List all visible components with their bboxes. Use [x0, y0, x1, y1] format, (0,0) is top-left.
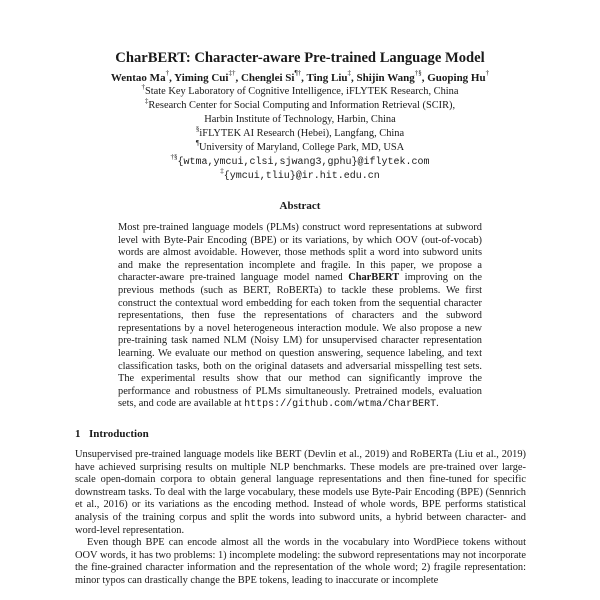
abstract-text: Most pre-trained language models (PLMs) construct word representations at subword level with Byte-Pair Encoding (BPE) or its variations, by which OOV (out-of-vocab) words are almost avoidable. However, those methods split a word into subword units and make the representation incomplete and fragile. In this paper, we propose a character-aware pre-trained language model named CharBERT improving on the previous methods (such as BERT, RoBERTa) to tackle these problems. We first construct the contextual word embedding for each token from the sequential character representations, then fuse the representations of characters and the subword representations by a novel heterogeneous interaction module. We also propose a new pre-training task named NLM (Noisy LM) for unsupervised character representation learning. We evaluate our method on question answering, sequence labeling, and text classification tasks, both on the original datasets and adversarial misspelling test sets. The experimental results show that our method can significantly improve the performance and robustness of PLMs simultaneously. Pretrained models, evaluation sets, and code are available at https://github.com/wtma/CharBERT.: [118, 222, 482, 411]
section-body: [75, 449, 526, 588]
author: Ting Liu‡: [306, 69, 352, 84]
affiliation: †State Key Laboratory of Cognitive Intelligence, iFLYTEK Research, China: [141, 82, 459, 97]
affiliation: ‡Research Center for Social Computing and Information Retrieval (SCIR),: [144, 96, 456, 111]
section-heading: 1 Introduction: [75, 428, 149, 440]
author: Wentao Ma†: [110, 69, 170, 84]
section-number: 1: [75, 428, 81, 440]
affiliation: §iFLYTEK AI Research (Hebei), Langfang, China: [195, 124, 405, 139]
abstract-heading: Abstract: [279, 200, 321, 212]
author: Guoping Hu†: [427, 69, 490, 84]
affiliation: Harbin Institute of Technology, Harbin, China: [204, 114, 396, 125]
email: ‡{ymcui,tliu}@ir.hit.edu.cn: [220, 166, 380, 182]
code-url[interactable]: https://github.com/wtma/CharBERT: [244, 399, 437, 411]
paragraph: Even though BPE can encode almost all the words in the vocabulary into WordPiece tokens without OOV words, it has two problems: 1) incomplete modeling: the subword representations may not incorporate the fine-grained character information and the representation of the whole word; 2) fragile representation: minor typos can drastically change the BPE tokens, leading to inaccurate or incomplete: [75, 537, 526, 586]
author: Yiming Cui‡†: [174, 69, 236, 84]
author: Shijin Wang†§: [356, 69, 422, 84]
email: †§{wtma,ymcui,clsi,sjwang3,gphu}@iflytek.com: [170, 152, 430, 168]
affiliation: ¶University of Maryland, College Park, MD, USA: [195, 138, 405, 153]
paragraph: Unsupervised pre-trained language models like BERT (Devlin et al., 2019) and RoBERTa (Liu et al., 2019) have achieved surprising results on multiple NLP benchmarks. These models are pre-trained over large-scale open-domain corpora to obtain general language representations and then fine-tuned for specific downstream tasks. To deal with the large vocabulary, these models use Byte-Pair Encoding (BPE) (Sennrich et al., 2016) or its variations as the encoding method. Instead of whole words, BPE performs statistical analysis of the training corpus and split the words into subword units, a hybrid between character- and word-level representation.: [75, 449, 526, 536]
author-list: Wentao Ma†, Yiming Cui‡†, Chenglei Si¶†, Ting Liu‡, Shijin Wang†§, Guoping Hu†: [110, 69, 490, 84]
author: Chenglei Si¶†: [240, 69, 302, 84]
paper-title: CharBERT: Character-aware Pre-trained Language Model: [115, 50, 485, 66]
model-name: CharBERT: [348, 272, 400, 284]
